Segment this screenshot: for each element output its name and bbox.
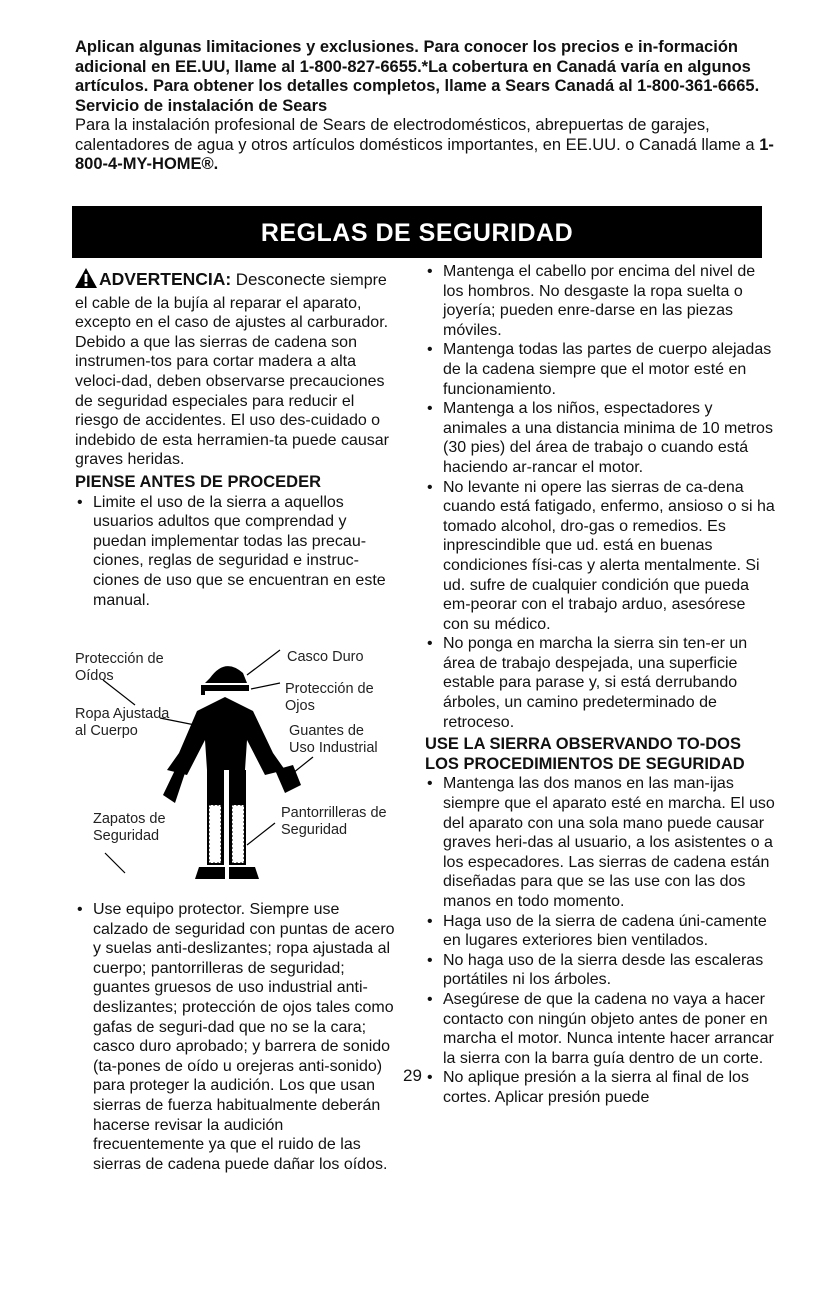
protective-gear-figure [75,645,395,895]
warning-body: siempre el cable de la bujía al reparar el aparato, excepto en el caso de ajustes al carburador. Debido a que las sierras de cadena son instrumen-tos para cortar madera a alta veloci-dad, deben observarse precauciones de seguridad especiales para reducir el riesgo de accidentes. El uso des-cuidado o indebido de esta herramien-ta puede causar graves heridas. [75,272,389,469]
safety-procedures-heading: USE LA SIERRA OBSERVANDO TO-DOS LOS PROCEDIMIENTOS DE SEGURIDAD [425,735,745,773]
service-heading: Servicio de instalación de Sears [75,96,328,115]
label-fitted-clothing: Ropa Ajustada al Cuerpo [75,706,170,739]
list-item: • No haga uso de la sierra desde las escaleras portátiles ni los árboles. [425,951,775,990]
warning-icon [75,268,97,294]
page-number: 29 [403,1066,422,1085]
section-banner: REGLAS DE SEGURIDAD [72,206,762,258]
coverage-notice: Aplican algunas limitaciones y exclusiones. Para conocer los precios e in-formación adicional en EE.UU, llame al 1-800-827-6655.*La cobertura en Canadá varía en algunos artículos. Para obtener los detalles completos, llame a Sears Canadá al 1-800-361-6665. [75,38,760,95]
top-notice [75,38,775,175]
label-gloves: Guantes de Uso Industrial [289,723,378,756]
left-column-lower [75,900,395,1174]
list-item: • Mantenga las dos manos en las man-ijas siempre que el aparato esté en marcha. El uso del aparato con una sola mano puede causar graves heri-das al usuario, a los asistentes o a los especadores. Las sierras de cadena están diseñadas para que se las use con las dos manos en todo momento. [425,774,775,911]
label-chaps: Pantorrilleras de Seguridad [281,805,387,838]
list-item: • No ponga en marcha la sierra sin ten-er un área de trabajo despejada, una superficie estable para parase y, si está derrubando árboles, un camino predeterminado de retroceso. [425,634,775,732]
list-item: • Mantenga el cabello por encima del nivel de los hombros. No desgaste la ropa suelta o joyería; pueden enre-darse en las piezas móviles. [425,262,775,340]
warning-label: ADVERTENCIA: [99,269,232,289]
label-helmet: Casco Duro [287,649,364,665]
list-item: • Mantenga todas las partes de cuerpo alejadas de la cadena siempre que el motor esté en funcionamiento. [425,340,775,399]
label-safety-shoes: Zapatos de Seguridad [93,811,166,844]
service-phone: 1-800-4-MY-HOME®. [75,135,774,173]
label-ear-protection: Protección de Oídos [75,651,164,684]
think-heading: PIENSE ANTES DE PROCEDER [75,472,322,491]
service-text: Para la instalación profesional de Sears de electrodomésticos, abrepuertas de garajes, calentadores de agua y otros artículos domésticos importantes, en EE.UU. o Canadá llame a 1-800-4-MY-HOME®. [75,116,774,173]
list-item: • No levante ni opere las sierras de ca-dena cuando está fatigado, enfermo, ansioso o si ha tomado alcohol, dro-gas o remedios. Es inprescindible que ud. está en buenas condiciones físi-cas y alerta mentalmente. Si ud. sufre de cualquier condición que pueda em-peorar con el trabajo arduo, asesórese con su médico. [425,478,775,635]
list-item: • Asegúrese de que la cadena no vaya a hacer contacto con ningún objeto antes de poner en marcha el motor. Nunca intente hacer arrancar la sierra con la barra guía dentro de un corte. [425,990,775,1068]
list-item: • Limite el uso de la sierra a aquellos usuarios adultos que comprendad y puedan implementar todas las precau-ciones, reglas de seguridad e instruc-ciones de uso que se encuentran en este manual. [75,493,395,611]
list-item: • Use equipo protector. Siempre use calzado de seguridad con puntas de acero y suelas anti-deslizantes; ropa ajustada al cuerpo; pantorrilleras de seguridad; guantes gruesos de uso industrial anti-deslizantes; protección de ojos tales como gafas de seguri-dad que no se la cara; casco duro aprobado; y barrera de sonido (ta-pones de oído u orejeras anti-sonido) para proteger la audición. Los que usan sierras de fuerza habitualmente deberán hacerse revisar la audición frecuentemente ya que el ruido de las sierras de cadena puede dañar los oídos. [75,900,395,1174]
left-column [75,268,395,610]
list-item: • No aplique presión a la sierra al final de los cortes. Aplicar presión puede [425,1068,775,1107]
right-column [425,262,775,1108]
think-list [75,493,395,611]
list-item: • Haga uso de la sierra de cadena úni-camente en lugares exteriores bien ventilados. [425,912,775,951]
list-item: • Mantenga a los niños, espectadores y animales a una distancia minima de 10 metros (30 pies) del área de trabajo o cuando está haciendo ar-rancar el motor. [425,399,775,477]
label-eye-protection: Protección de Ojos [285,681,374,714]
warning-paragraph: ADVERTENCIA: Desconecte siempre el cable de la bujía al reparar el aparato, excepto en el caso de ajustes al carburador. Debido a que las sierras de cadena son instrumen-tos para cortar madera a alta veloci-dad, deben observarse precauciones de seguridad especiales para reducir el riesgo de accidentes. El uso des-cuidado o indebido de esta herramien-ta puede causar graves heridas. [75,269,389,469]
